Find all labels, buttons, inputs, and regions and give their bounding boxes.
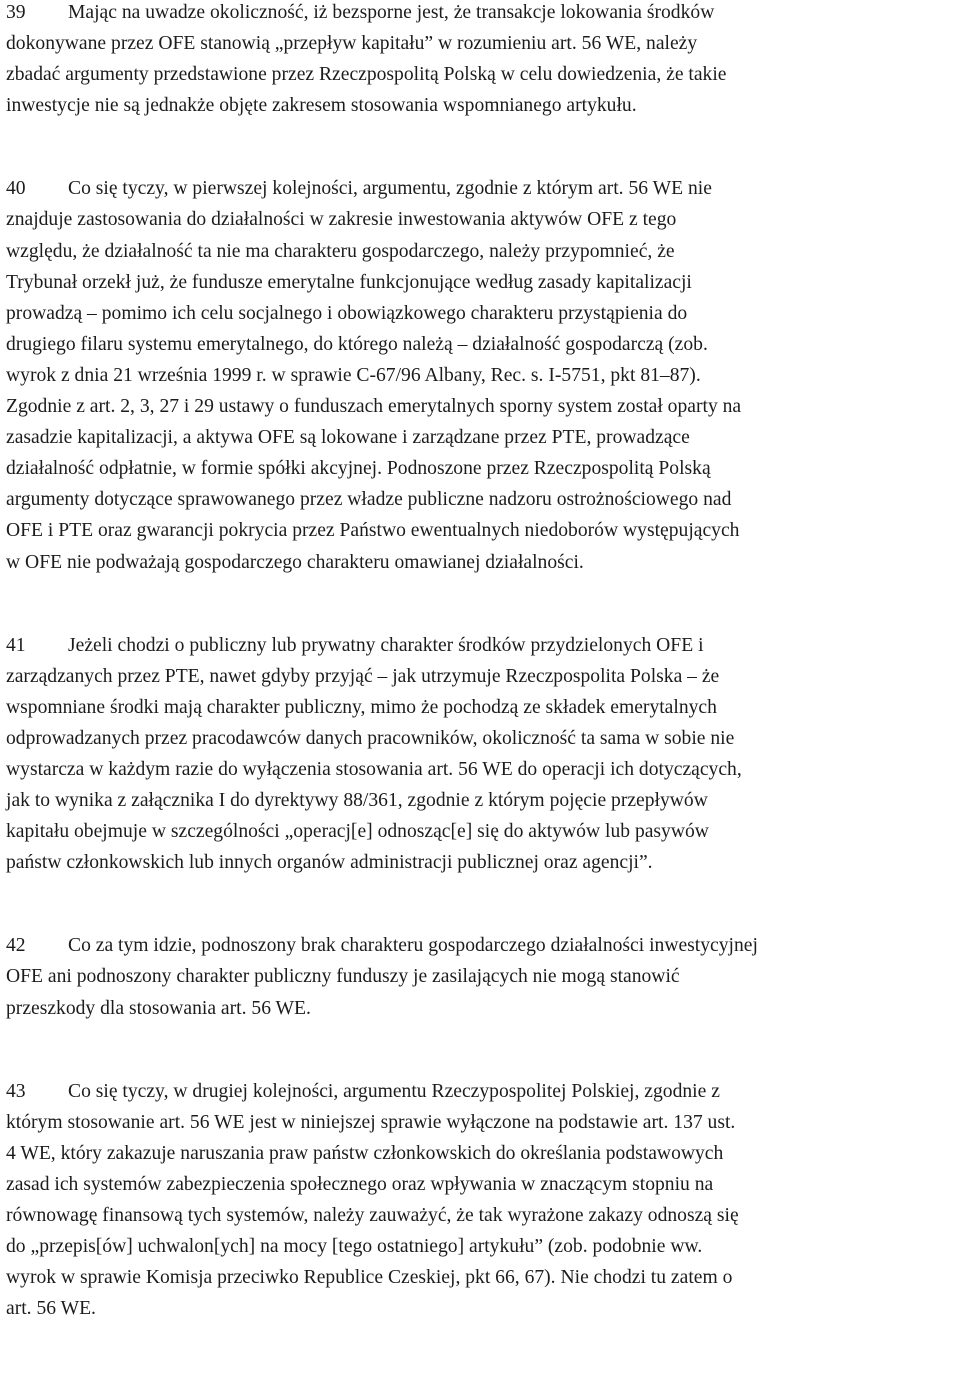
- paragraph-line: inwestycje nie są jednakże objęte zakresem stosowania wspomnianego artykułu.: [6, 95, 637, 117]
- paragraph-line: działalność odpłatnie, w formie spółki akcyjnej. Podnoszone przez Rzeczpospolitą Polską: [6, 458, 711, 480]
- paragraph-41: [6, 630, 960, 879]
- paragraph-line: przeszkody dla stosowania art. 56 WE.: [6, 997, 311, 1019]
- paragraph-spacer: [6, 121, 960, 173]
- paragraph-line: kapitału obejmuje w szczególności „operacj[e] odnosząc[e] się do aktywów lub pasywów: [6, 821, 709, 843]
- paragraph-line: wspomniane środki mają charakter publiczny, mimo że pochodzą ze składek emerytalnych: [6, 696, 717, 718]
- paragraph-text: Co za tym idzie, podnoszony brak charakteru gospodarczego działalności inwestycyjnej: [68, 935, 758, 957]
- paragraph-line: Zgodnie z art. 2, 3, 27 i 29 ustawy o funduszach emerytalnych sporny system został oparty na: [6, 396, 742, 418]
- paragraph-40: [6, 173, 960, 577]
- paragraph-line: wyrok w sprawie Komisja przeciwko Republice Czeskiej, pkt 66, 67). Nie chodzi tu zatem o: [6, 1267, 733, 1289]
- paragraph-line: wyrok z dnia 21 września 1999 r. w sprawie C‑67/96 Albany, Rec. s. I‑5751, pkt 81–87).: [6, 364, 701, 386]
- paragraph-line: jak to wynika z załącznika I do dyrektywy 88/361, zgodnie z którym pojęcie przepływów: [6, 790, 708, 812]
- paragraph-line: dokonywane przez OFE stanowią „przepływ kapitału” w rozumieniu art. 56 WE, należy: [6, 33, 698, 55]
- paragraph-line: którym stosowanie art. 56 WE jest w niniejszej sprawie wyłączone na podstawie art. 137 ust.: [6, 1111, 736, 1133]
- paragraph-line: argumenty dotyczące sprawowanego przez władze publiczne nadzoru ostrożnościowego nad: [6, 489, 732, 511]
- paragraph-line: [6, 0, 960, 28]
- paragraph-text: Co się tyczy, w pierwszej kolejności, argumentu, zgodnie z którym art. 56 WE nie: [68, 178, 712, 200]
- paragraph-42: [6, 930, 960, 1023]
- paragraph-line: znajduje zastosowania do działalności w zakresie inwestowania aktywów OFE z tego: [6, 209, 677, 231]
- paragraph-number: 39: [6, 2, 26, 23]
- paragraph-line: [6, 930, 960, 961]
- paragraph-spacer: [6, 878, 960, 930]
- paragraph-number: 42: [6, 935, 26, 957]
- paragraph-spacer: [6, 578, 960, 630]
- paragraph-line: zasad ich systemów zabezpieczenia społecznego oraz wpływania w znaczącym stopniu na: [6, 1173, 714, 1195]
- paragraph-line: OFE i PTE oraz gwarancji pokrycia przez Państwo ewentualnych niedoborów występujących: [6, 520, 740, 542]
- paragraph-line: zbadać argumenty przedstawione przez Rzeczpospolitą Polską w celu dowiedzenia, że takie: [6, 64, 727, 86]
- paragraph-number: 41: [6, 634, 26, 656]
- paragraph-line: 4 WE, który zakazuje naruszania praw państw członkowskich do określania podstawowych: [6, 1142, 724, 1164]
- paragraph-number: 40: [6, 178, 26, 200]
- paragraph-39: [6, 0, 960, 121]
- paragraph-line: względu, że działalność ta nie ma charakteru gospodarczego, należy przypomnieć, że: [6, 240, 675, 262]
- paragraph-spacer: [6, 1024, 960, 1076]
- paragraph-text: Mając na uwadze okoliczność, iż bezsporne jest, że transakcje lokowania środków: [68, 2, 715, 23]
- document-page: [6, 0, 960, 1324]
- paragraph-line: zasadzie kapitalizacji, a aktywa OFE są lokowane i zarządzane przez PTE, prowadzące: [6, 427, 690, 449]
- paragraph-line: prowadzą – pomimo ich celu socjalnego i obowiązkowego charakteru przystąpienia do: [6, 302, 688, 324]
- paragraph-line: drugiego filaru systemu emerytalnego, do którego należą – działalność gospodarczą (zob.: [6, 333, 708, 355]
- paragraph-line: zarządzanych przez PTE, nawet gdyby przyjąć – jak utrzymuje Rzeczpospolita Polska – że: [6, 665, 720, 687]
- paragraph-line: w OFE nie podważają gospodarczego charakteru omawianej działalności.: [6, 551, 584, 573]
- paragraph-text: Co się tyczy, w drugiej kolejności, argumentu Rzeczypospolitej Polskiej, zgodnie z: [68, 1080, 720, 1102]
- paragraph-line: odprowadzanych przez pracodawców danych pracowników, okoliczność ta sama w sobie nie: [6, 727, 735, 749]
- paragraph-line: równowagę finansową tych systemów, należy zauważyć, że tak wyrażone zakazy odnoszą się: [6, 1205, 739, 1226]
- paragraph-line: państw członkowskich lub innych organów administracji publicznej oraz agencji”.: [6, 852, 653, 874]
- paragraph-line: [6, 1076, 960, 1107]
- paragraph-text: Jeżeli chodzi o publiczny lub prywatny charakter środków przydzielonych OFE i: [68, 634, 704, 656]
- paragraph-line: do „przepis[ów] uchwalon[ych] na mocy [tego ostatniego] artykułu” (zob. podobnie ww.: [6, 1236, 703, 1258]
- paragraph-43: [6, 1076, 960, 1325]
- paragraph-line: art. 56 WE.: [6, 1298, 96, 1320]
- paragraph-line: wystarcza w każdym razie do wyłączenia stosowania art. 56 WE do operacji ich dotyczących,: [6, 758, 742, 780]
- paragraph-number: 43: [6, 1080, 26, 1102]
- paragraph-line: [6, 630, 960, 661]
- paragraph-line: Trybunał orzekł już, że fundusze emerytalne funkcjonujące według zasady kapitalizacji: [6, 271, 692, 293]
- paragraph-line: [6, 173, 960, 204]
- paragraph-line: OFE ani podnoszony charakter publiczny funduszy je zasilających nie mogą stanowić: [6, 966, 680, 988]
